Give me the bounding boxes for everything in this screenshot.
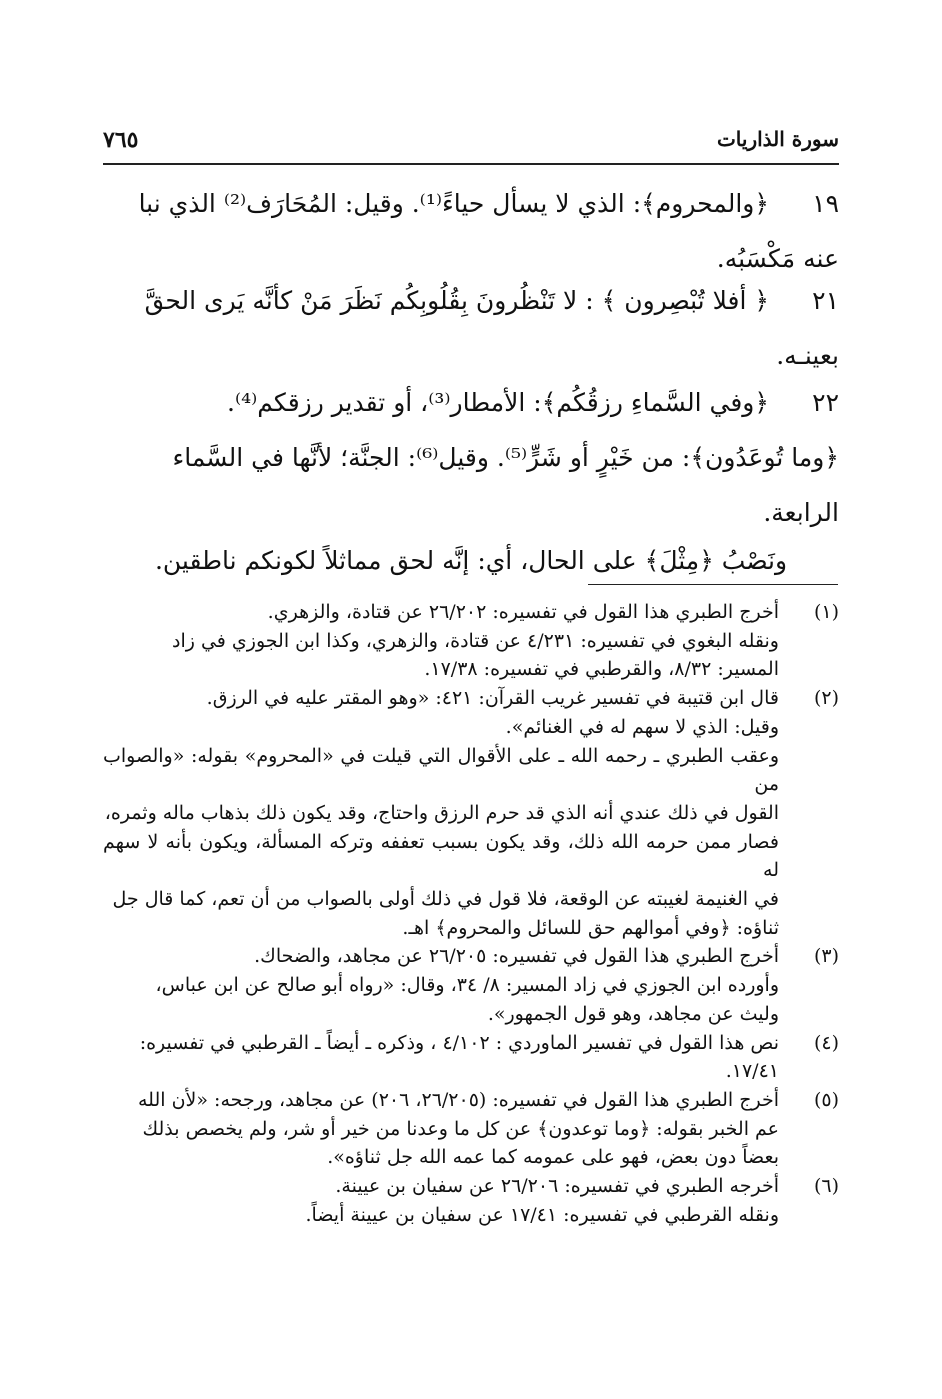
footnote-divider bbox=[588, 584, 838, 585]
footnote-6: (٦) أخرجه الطبري في تفسيره: ٢٦/٢٠٦ عن سفيان بن عيينة. ونقله القرطبي في تفسيره: ١٧/٤١ عن سفيان بن عيينة أيضاً. bbox=[103, 1172, 839, 1229]
surah-title: سورة الذاريات bbox=[716, 127, 839, 151]
footnote-5: (٥) أخرج الطبري هذا القول في تفسيره: (٢٦/٢٠٥، ٢٠٦) عن مجاهد، ورجحه: «لأن الله عم الخبر بقوله: ﴿وما توعدون﴾ عن كل ما وعدنا من خير أو شر، ولم يخصص بذلك بعضاً دون بعض، فهو على عمومه كما عمه الله جل ثناؤه». bbox=[103, 1086, 839, 1172]
footnote-number: (٤) bbox=[813, 1031, 839, 1054]
verse-entry-22 bbox=[103, 375, 839, 540]
footnote-number: (٣) bbox=[813, 945, 839, 968]
verse-commentary: ﴿وفي السَّماءِ رزقُكُم﴾: الأمطار⁽³⁾، أو تقدير رزقكم⁽⁴⁾. ﴿وما تُوعَدُون﴾: من خَيْرٍ أو شَرٍّ⁽⁵⁾. وقيل⁽⁶⁾: الجنَّة؛ لأنَّها في السَّماء الرابعة. bbox=[172, 388, 839, 527]
verse-number: ١٩ bbox=[812, 189, 839, 218]
verse-commentary: ﴿والمحروم﴾: الذي لا يسأل حياءً⁽¹⁾. وقيل: المُحَارَف⁽²⁾ الذي نبا عنه مَكْسَبُه. bbox=[138, 189, 839, 273]
footnote-number: (٦) bbox=[813, 1175, 839, 1198]
footnote-number: (٢) bbox=[813, 687, 839, 710]
verse-commentary: ﴿ أفلا تُبْصِرون ﴾ : لا تَنْظُرونَ بِقُلُوبِكُم نَظَرَ مَنْ كأنَّه يَرى الحقَّ بعينـه. bbox=[144, 286, 839, 370]
footnote-number: (٥) bbox=[813, 1088, 839, 1111]
verse-entry-21 bbox=[103, 273, 839, 383]
footnote-4: (٤) نص هذا القول في تفسير الماوردي : ٤/١٠٢ ، وذكره ـ أيضاً ـ القرطبي في تفسيره: ١٧/٤١. bbox=[103, 1029, 839, 1086]
footnote-3: (٣) أخرج الطبري هذا القول في تفسيره: ٢٦/٢٠٥ عن مجاهد، والضحاك. وأورده ابن الجوزي في زاد المسير: ٨/ ٣٤، وقال: «رواه أبو صالح عن ابن عباس، وليث عن مجاهد، وهو قول الجمهور». bbox=[103, 942, 839, 1028]
footnote-number: (١) bbox=[813, 601, 839, 623]
verse-number: ٢١ bbox=[812, 286, 839, 315]
footnotes bbox=[103, 598, 839, 1229]
verse-number: ٢٢ bbox=[812, 388, 839, 417]
page-number: ٧٦٥ bbox=[103, 127, 139, 153]
verse-entry-19 bbox=[103, 176, 839, 286]
header-divider bbox=[103, 163, 839, 165]
footnote-2: (٢) قال ابن قتيبة في تفسير غريب القرآن: ٤٢١: «وهو المقتر عليه في الرزق. وقيل: الذي لا سهم له في الغنائم». وعقب الطبري ـ رحمه الله ـ على الأقوال التي قيلت في «المحروم» بقوله: «والصواب من القول في ذلك عندي أنه الذي قد حرم الرزق واحتاج، وقد يكون ذلك بذهاب ماله وثمره، فصار ممن حرمه الله ذلك، وقد يكون بسبب تعففه وتركه المسألة، ويكون بأنه لا سهم له في الغنيمة لغيبته عن الوقعة، فلا قول في ذلك أولى بالصواب من أن تعم، كما قال جل ثناؤه: ﴿وفي أموالهم حق للسائل والمحروم﴾ اهـ. bbox=[103, 684, 839, 942]
footnote-1: (١) أخرج الطبري هذا القول في تفسيره: ٢٦/٢٠٢ عن قتادة، والزهري. ونقله البغوي في تفسيره: ٤/٢٣١ عن قتادة، والزهري، وكذا ابن الجوزي في زاد المسير: ٨/٣٢، والقرطبي في تفسيره: ١٧/٣٨. bbox=[103, 598, 839, 684]
closing-sentence: ونَصْبُ ﴿مِثْلَ﴾ على الحال، أي: إنَّه لحق مماثلاً لكونكم ناطقين. bbox=[154, 546, 788, 575]
